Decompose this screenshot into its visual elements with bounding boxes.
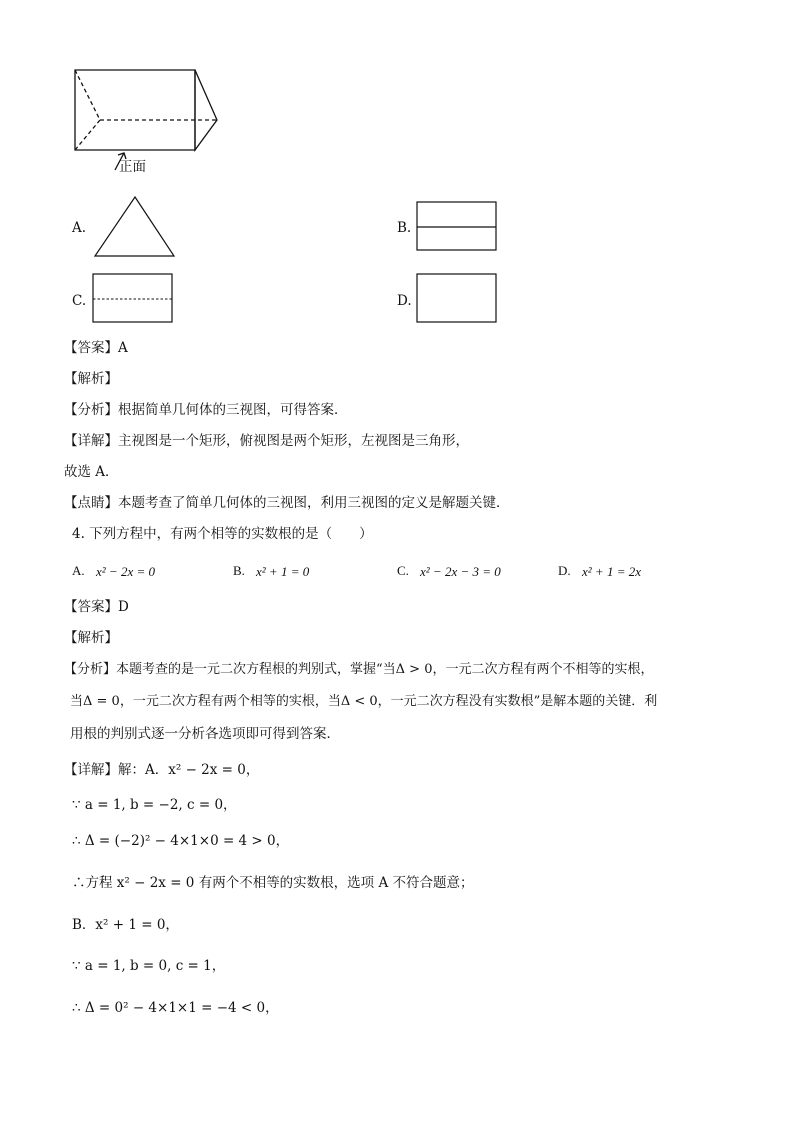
q3-dianjing: 【点睛】本题考查了简单几何体的三视图，利用三视图的定义是解题关键． [64,495,510,511]
q4-option-b-equation: x² + 1 = 0 [256,564,310,579]
q4-detail-line7: ∴ Δ = 0² − 4×1×1 = −4 < 0， [72,1000,279,1016]
front-label: 正面 [119,159,146,175]
q4-option-d-equation: x² + 1 = 2x [582,564,641,579]
q3-fenxi: 【分析】根据简单几何体的三视图，可得答案． [64,402,348,418]
q4-option-d-label: D. [558,563,571,578]
q3-option-d-label: D. [397,293,412,309]
q3-option-b-label: B. [397,220,412,236]
q3-analysis-header: 【解析】 [64,371,118,387]
q4-fenxi-line3: 用根的判别式逐一分析各选项即可得到答案． [70,726,340,742]
q4-detail-line5: B．x² + 1 = 0， [72,917,179,933]
q3-option-c-label: C. [72,293,87,309]
q3-answer: 【答案】A [64,340,128,356]
q4-detail-line3: ∴ Δ = (−2)² − 4×1×0 = 4 > 0， [72,833,290,849]
q4-stem: 4. 下列方程中，有两个相等的实数根的是（ ） [72,526,373,542]
q3-xiangjie: 【详解】主视图是一个矩形，俯视图是两个矩形，左视图是三角形， [64,433,469,449]
q4-option-c-equation: x² − 2x − 3 = 0 [420,564,501,579]
q4-detail-line6: ∵ a = 1, b = 0, c = 1， [72,958,226,974]
q4-detail-line1: 【详解】解：A．x² − 2x = 0， [64,762,260,778]
q4-option-a-equation: x² − 2x = 0 [96,564,155,579]
q4-detail-line2: ∵ a = 1, b = −2, c = 0， [72,797,237,813]
q4-detail-line4: ∴方程 x² − 2x = 0 有两个不相等的实数根，选项 A 不符合题意； [72,875,474,891]
q4-analysis-header: 【解析】 [64,630,118,646]
option-b-rectangles [416,201,498,253]
q4-option-a-label: A. [72,563,85,578]
q4-fenxi-line2: 当Δ = 0，一元二次方程有两个相等的实根，当Δ < 0，一元二次方程没有实数根”是解本题的关键．利 [70,694,658,709]
q4-fenxi-line1: 【分析】本题考查的是一元二次方程根的判别式，掌握“当Δ > 0，一元二次方程有两个不相等的实根， [64,662,654,677]
q3-option-a-label: A. [72,220,87,236]
q4-answer: 【答案】D [64,599,129,615]
option-d-rectangle [416,273,498,325]
option-a-triangle [94,196,176,258]
q3-guxuan: 故选 A． [64,464,119,480]
q4-option-c-label: C. [397,563,409,578]
option-c-dashed-rectangle [92,273,174,325]
q4-option-b-label: B. [233,563,245,578]
